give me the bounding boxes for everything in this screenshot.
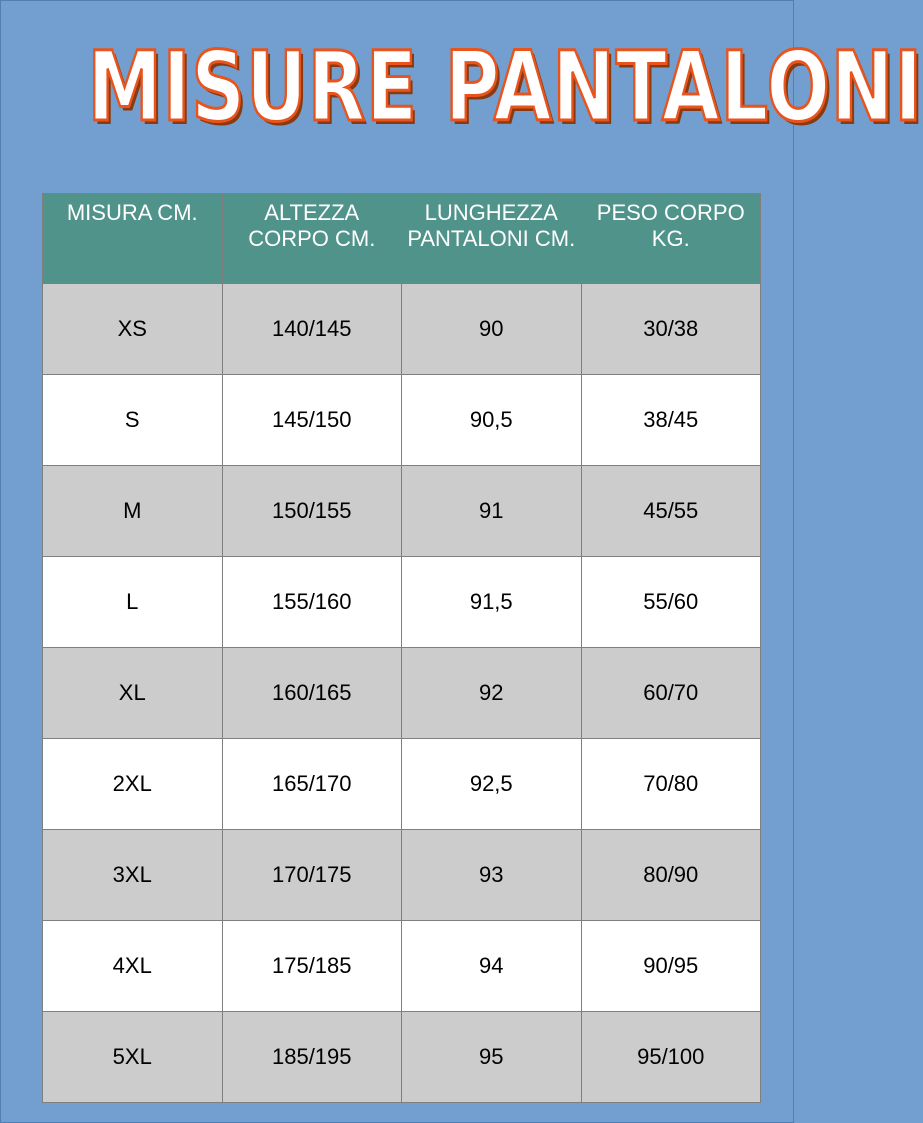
table-row xyxy=(43,1012,761,1103)
table-row xyxy=(43,648,761,739)
cell-trouser-length: 93 xyxy=(402,830,582,921)
table-row xyxy=(43,557,761,648)
header-size: MISURA CM. xyxy=(43,194,223,284)
cell-trouser-length: 92 xyxy=(402,648,582,739)
cell-body-height: 140/145 xyxy=(222,284,402,375)
table-row xyxy=(43,284,761,375)
table-row xyxy=(43,830,761,921)
cell-body-height: 170/175 xyxy=(222,830,402,921)
table-header-row xyxy=(43,194,761,284)
cell-trouser-length: 90 xyxy=(402,284,582,375)
header-body-height: ALTEZZA CORPO CM. xyxy=(222,194,402,284)
size-table xyxy=(42,193,761,1103)
cell-body-weight: 55/60 xyxy=(581,557,761,648)
cell-trouser-length: 91 xyxy=(402,466,582,557)
cell-trouser-length: 94 xyxy=(402,921,582,1012)
cell-body-height: 145/150 xyxy=(222,375,402,466)
cell-body-height: 175/185 xyxy=(222,921,402,1012)
cell-size: 2XL xyxy=(43,739,223,830)
table-row xyxy=(43,739,761,830)
cell-body-weight: 95/100 xyxy=(581,1012,761,1103)
cell-body-height: 160/165 xyxy=(222,648,402,739)
cell-body-weight: 38/45 xyxy=(581,375,761,466)
table-row xyxy=(43,375,761,466)
cell-size: 3XL xyxy=(43,830,223,921)
cell-size: L xyxy=(43,557,223,648)
cell-trouser-length: 95 xyxy=(402,1012,582,1103)
cell-body-weight: 30/38 xyxy=(581,284,761,375)
cell-trouser-length: 90,5 xyxy=(402,375,582,466)
cell-body-weight: 70/80 xyxy=(581,739,761,830)
cell-size: M xyxy=(43,466,223,557)
cell-size: 4XL xyxy=(43,921,223,1012)
cell-body-height: 155/160 xyxy=(222,557,402,648)
cell-body-height: 165/170 xyxy=(222,739,402,830)
cell-size: XL xyxy=(43,648,223,739)
cell-trouser-length: 92,5 xyxy=(402,739,582,830)
cell-size: 5XL xyxy=(43,1012,223,1103)
cell-body-weight: 80/90 xyxy=(581,830,761,921)
cell-trouser-length: 91,5 xyxy=(402,557,582,648)
cell-size: S xyxy=(43,375,223,466)
table-row xyxy=(43,466,761,557)
cell-body-weight: 45/55 xyxy=(581,466,761,557)
cell-body-weight: 60/70 xyxy=(581,648,761,739)
table-row xyxy=(43,921,761,1012)
cell-size: XS xyxy=(43,284,223,375)
header-body-weight: PESO CORPO KG. xyxy=(581,194,761,284)
cell-body-weight: 90/95 xyxy=(581,921,761,1012)
page-title: MISURE PANTALONI xyxy=(87,31,923,143)
cell-body-height: 150/155 xyxy=(222,466,402,557)
cell-body-height: 185/195 xyxy=(222,1012,402,1103)
header-trouser-length: LUNGHEZZA PANTALONI CM. xyxy=(402,194,582,284)
